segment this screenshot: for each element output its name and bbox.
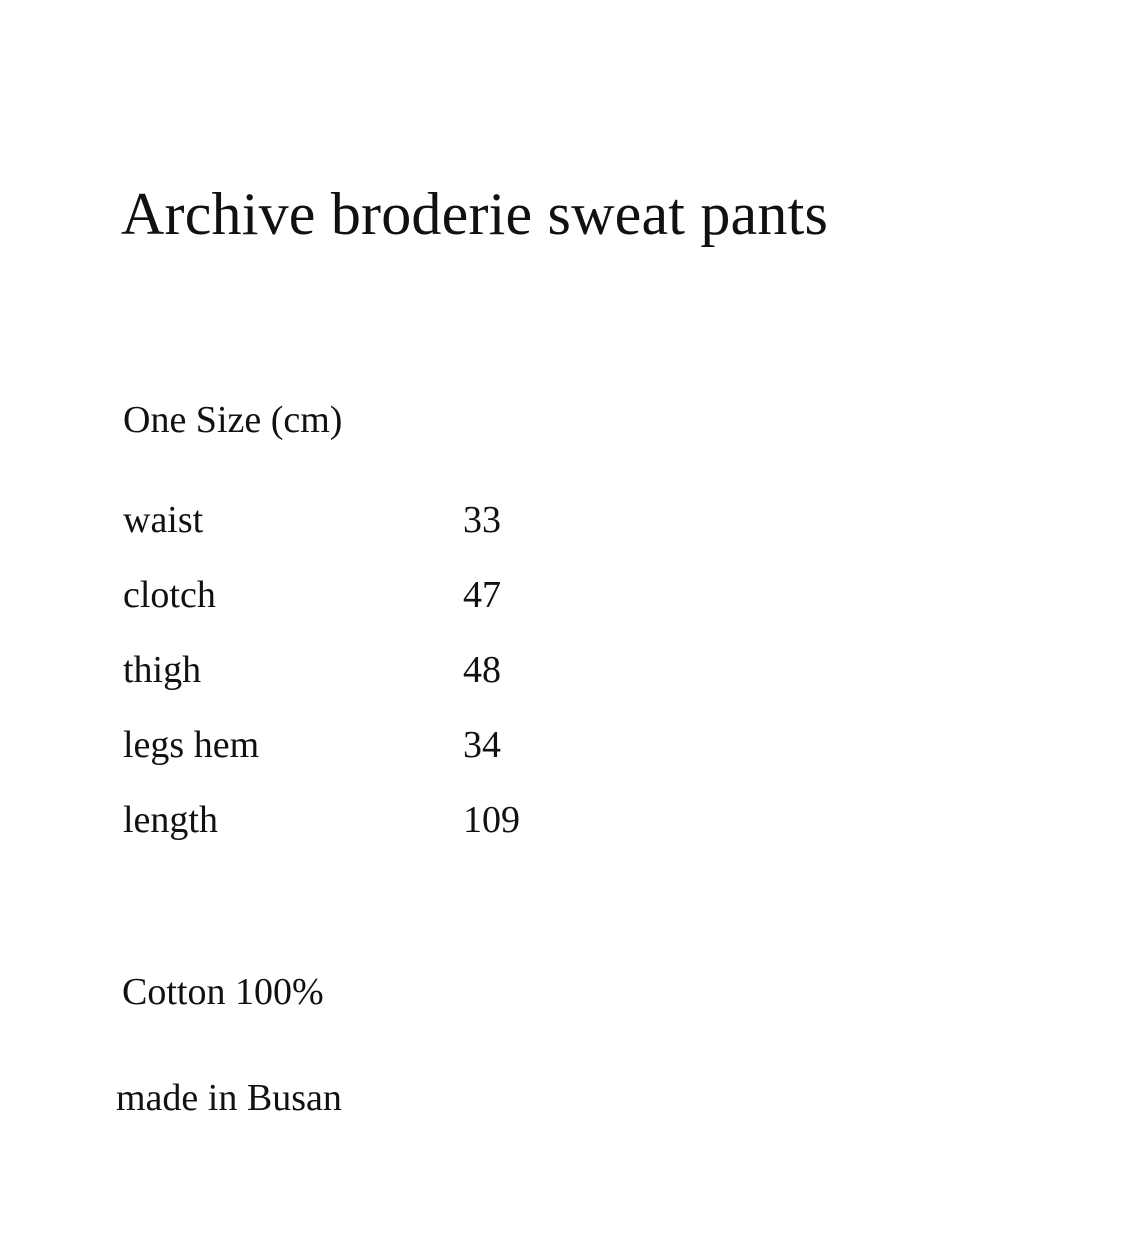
- measurement-value: 47: [463, 574, 501, 616]
- measurement-value: 34: [463, 724, 501, 766]
- material-text: Cotton 100%: [122, 971, 324, 1013]
- measurement-label: legs hem: [123, 724, 260, 766]
- measurement-value: 109: [463, 799, 520, 841]
- measurement-label: length: [123, 799, 218, 841]
- measurement-label: waist: [123, 499, 204, 541]
- measurement-value: 48: [463, 649, 501, 691]
- measurement-row-legs-hem: [123, 721, 623, 796]
- measurement-row-length: [123, 796, 623, 871]
- product-title: Archive broderie sweat pants: [121, 181, 828, 247]
- measurement-row-clotch: [123, 571, 623, 646]
- size-heading: One Size (cm): [123, 399, 343, 441]
- measurement-row-thigh: [123, 646, 623, 721]
- measurement-label: clotch: [123, 574, 216, 616]
- measurement-label: thigh: [123, 649, 202, 691]
- measurement-value: 33: [463, 499, 501, 541]
- measurement-table: [123, 496, 623, 871]
- measurement-row-waist: [123, 496, 623, 571]
- origin-text: made in Busan: [116, 1077, 342, 1119]
